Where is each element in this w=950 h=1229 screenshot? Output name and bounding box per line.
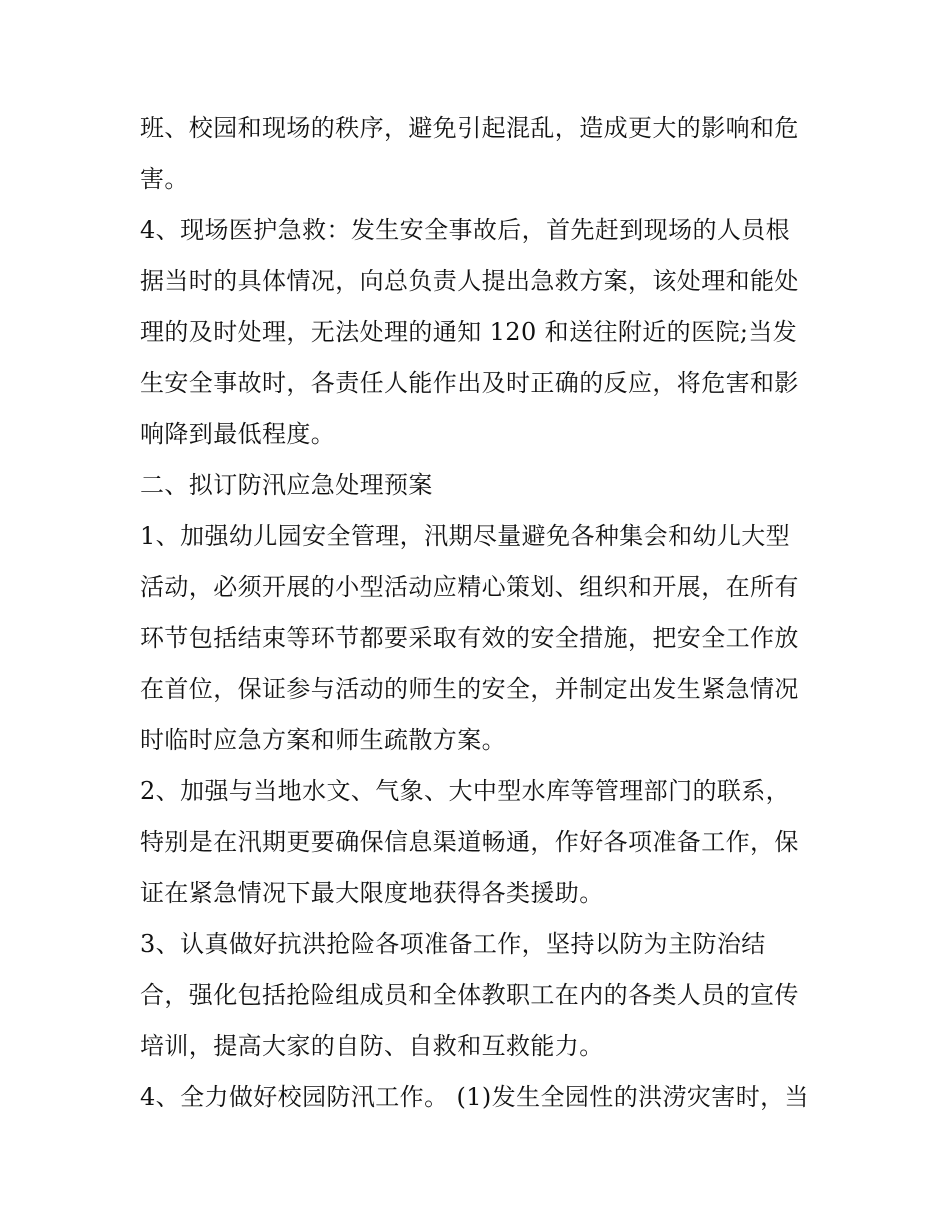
- text-line: 害。: [140, 165, 189, 193]
- text-line: 环节包括结束等环节都要采取有效的安全措施，把安全工作放: [140, 624, 799, 652]
- text-line: 生安全事故时，各责任人能作出及时正确的反应，将危害和影: [140, 369, 799, 397]
- text-line: 在首位，保证参与活动的师生的安全，并制定出发生紧急情况: [140, 675, 799, 703]
- text-line: 班、校园和现场的秩序，避免引起混乱，造成更大的影响和危: [140, 114, 799, 142]
- section-heading: 二、拟订防汛应急处理预案: [140, 471, 433, 499]
- text-line: 响降到最低程度。: [140, 420, 336, 448]
- text-line: 证在紧急情况下最大限度地获得各类援助。: [140, 879, 604, 907]
- text-line: 理的及时处理，无法处理的通知 120 和送往附近的医院;当发: [140, 318, 798, 346]
- text-line: 3、认真做好抗洪抢险各项准备工作，坚持以防为主防治结: [140, 930, 766, 958]
- text-line: 4、现场医护急救：发生安全事故后，首先赶到现场的人员根: [140, 216, 791, 244]
- text-line: 活动，必须开展的小型活动应精心策划、组织和开展，在所有: [140, 573, 799, 601]
- text-line: 特别是在汛期更要确保信息渠道畅通，作好各项准备工作，保: [140, 828, 799, 856]
- text-line: 4、全力做好校园防汛工作。 (1)发生全园性的洪涝灾害时，当: [140, 1083, 809, 1111]
- text-line: 据当时的具体情况，向总负责人提出急救方案，该处理和能处: [140, 267, 799, 295]
- text-line: 2、加强与当地水文、气象、大中型水库等管理部门的联系，: [140, 777, 791, 805]
- text-line: 培训，提高大家的自防、自救和互救能力。: [140, 1032, 604, 1060]
- text-line: 时临时应急方案和师生疏散方案。: [140, 726, 506, 754]
- text-line: 合，强化包括抢险组成员和全体教职工在内的各类人员的宣传: [140, 981, 799, 1009]
- text-line: 1、加强幼儿园安全管理，汛期尽量避免各种集会和幼儿大型: [140, 522, 791, 550]
